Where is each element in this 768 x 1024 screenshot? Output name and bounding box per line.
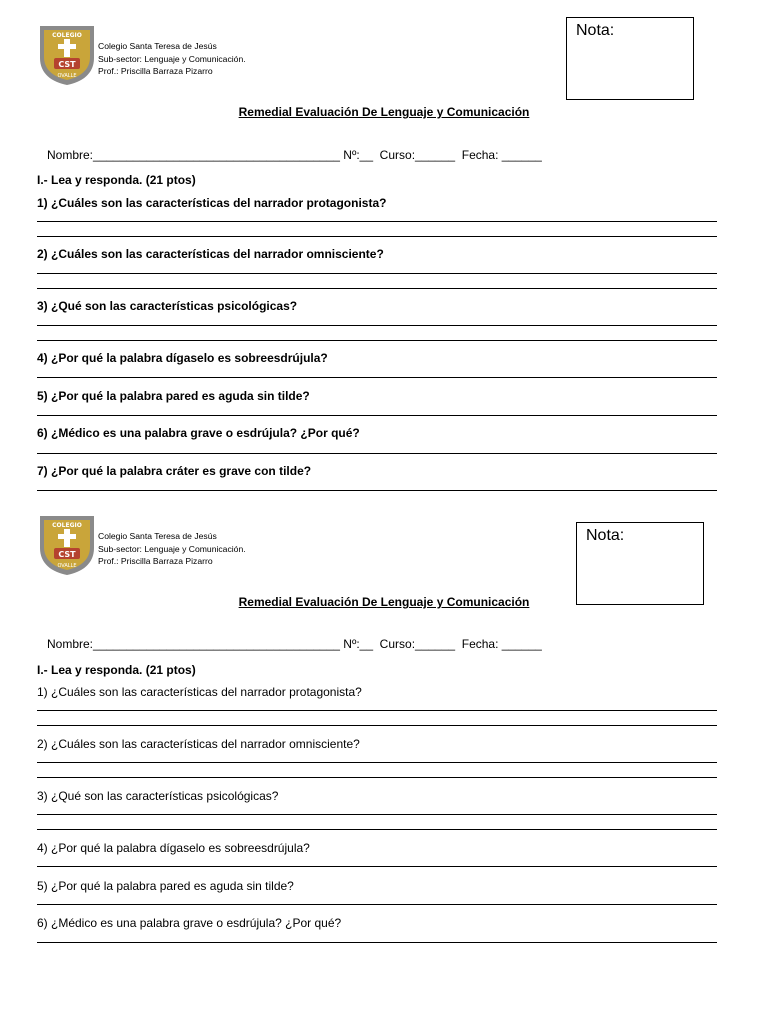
grade-label: Nota: bbox=[586, 527, 625, 544]
question-6: 6) ¿Médico es una palabra grave o esdrújula? ¿Por qué? bbox=[37, 916, 342, 930]
question-7: 7) ¿Por qué la palabra cráter es grave con tilde? bbox=[37, 464, 312, 478]
school-subsector: Sub-sector: Lenguaje y Comunicación. bbox=[98, 53, 246, 64]
answer-line[interactable] bbox=[37, 904, 717, 905]
school-teacher: Prof.: Priscilla Barraza Pizarro bbox=[98, 66, 213, 76]
page-title: Remedial Evaluación De Lenguaje y Comunicación bbox=[238, 105, 530, 119]
answer-line[interactable] bbox=[37, 829, 717, 830]
question-5: 5) ¿Por qué la palabra pared es aguda sin tilde? bbox=[37, 389, 310, 403]
logo-text-center: CST bbox=[58, 550, 76, 559]
answer-line[interactable] bbox=[37, 453, 717, 454]
question-3: 3) ¿Qué son las características psicológicas? bbox=[37, 789, 279, 803]
question-4: 4) ¿Por qué la palabra dígaselo es sobreesdrújula? bbox=[37, 351, 328, 365]
logo-text-center: CST bbox=[58, 60, 76, 69]
question-2: 2) ¿Cuáles son las características del narrador omnisciente? bbox=[37, 247, 384, 261]
logo-text-bottom: OVALLE bbox=[57, 563, 77, 569]
logo-text-top: COLEGIO bbox=[52, 32, 82, 39]
answer-line[interactable] bbox=[37, 221, 717, 222]
school-logo bbox=[38, 514, 96, 576]
answer-line[interactable] bbox=[37, 325, 717, 326]
grade-box[interactable] bbox=[566, 17, 694, 100]
answer-line[interactable] bbox=[37, 777, 717, 778]
section-heading: I.- Lea y responda. (21 ptos) bbox=[37, 663, 196, 677]
answer-line[interactable] bbox=[37, 415, 717, 416]
answer-line[interactable] bbox=[37, 942, 717, 943]
school-info bbox=[98, 530, 246, 568]
school-subsector: Sub-sector: Lenguaje y Comunicación. bbox=[98, 543, 246, 554]
answer-line[interactable] bbox=[37, 288, 717, 289]
grade-label: Nota: bbox=[576, 22, 615, 39]
section-heading: I.- Lea y responda. (21 ptos) bbox=[37, 173, 196, 187]
answer-line[interactable] bbox=[37, 710, 717, 711]
answer-line[interactable] bbox=[37, 866, 717, 867]
answer-line[interactable] bbox=[37, 273, 717, 274]
school-teacher: Prof.: Priscilla Barraza Pizarro bbox=[98, 556, 213, 566]
question-1: 1) ¿Cuáles son las características del narrador protagonista? bbox=[37, 196, 387, 210]
school-name: Colegio Santa Teresa de Jesús bbox=[98, 531, 217, 541]
question-6: 6) ¿Médico es una palabra grave o esdrújula? ¿Por qué? bbox=[37, 426, 360, 440]
question-1: 1) ¿Cuáles son las características del narrador protagonista? bbox=[37, 685, 362, 699]
question-2: 2) ¿Cuáles son las características del narrador omnisciente? bbox=[37, 737, 360, 751]
school-name: Colegio Santa Teresa de Jesús bbox=[98, 41, 217, 51]
school-info bbox=[98, 40, 246, 78]
answer-line[interactable] bbox=[37, 236, 717, 237]
answer-line[interactable] bbox=[37, 814, 717, 815]
answer-line[interactable] bbox=[37, 725, 717, 726]
question-3: 3) ¿Qué son las características psicológicas? bbox=[37, 299, 298, 313]
answer-line[interactable] bbox=[37, 377, 717, 378]
logo-text-top: COLEGIO bbox=[52, 522, 82, 529]
page-title: Remedial Evaluación De Lenguaje y Comunicación bbox=[238, 595, 530, 609]
student-fields[interactable]: Nombre:_____________________________________ Nº:__ Curso:______ Fecha: ______ bbox=[47, 637, 542, 651]
answer-line[interactable] bbox=[37, 490, 717, 491]
answer-line[interactable] bbox=[37, 340, 717, 341]
question-4: 4) ¿Por qué la palabra dígaselo es sobreesdrújula? bbox=[37, 841, 310, 855]
school-logo bbox=[38, 24, 96, 86]
answer-line[interactable] bbox=[37, 762, 717, 763]
logo-text-bottom: OVALLE bbox=[57, 73, 77, 79]
grade-box[interactable] bbox=[576, 522, 704, 605]
student-fields[interactable]: Nombre:_____________________________________ Nº:__ Curso:______ Fecha: ______ bbox=[47, 148, 542, 162]
question-5: 5) ¿Por qué la palabra pared es aguda sin tilde? bbox=[37, 879, 294, 893]
